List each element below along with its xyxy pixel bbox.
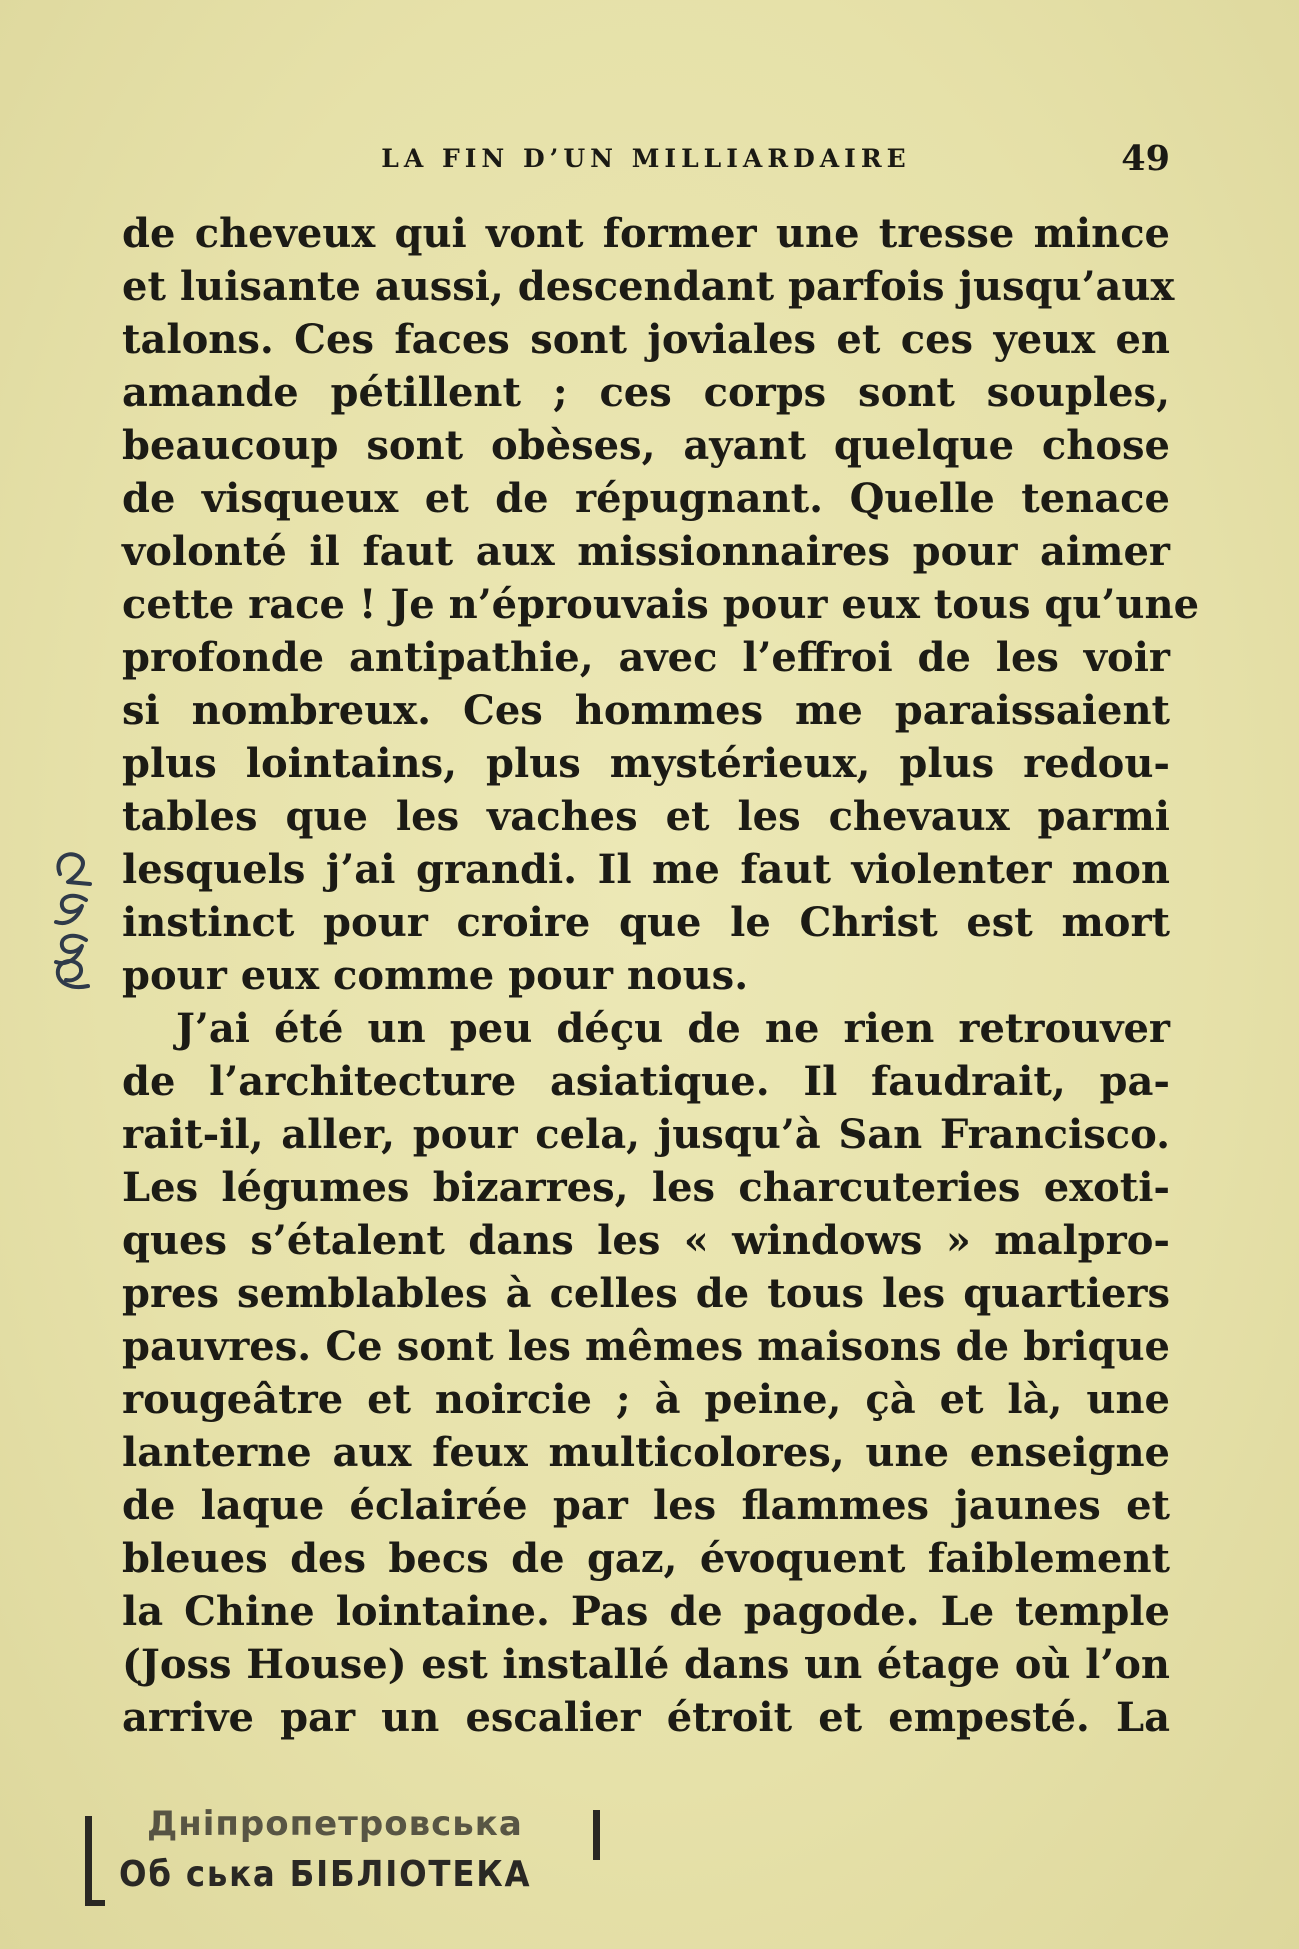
library-stamp — [85, 1800, 625, 1910]
text-line: amande pétillent ; ces corps sont souples, — [122, 369, 1170, 416]
text-line: profonde antipathie, avec l’effroi de les voir — [122, 634, 1170, 681]
text-line: de laque éclairée par les flammes jaunes et — [122, 1482, 1170, 1529]
handwritten-inventory-number — [30, 790, 100, 1000]
text-line: Les légumes bizarres, les charcuteries exoti- — [122, 1164, 1170, 1211]
text-line: (Joss House) est installé dans un étage où l’on — [122, 1641, 1170, 1688]
stamp-bracket-foot — [85, 1900, 105, 1906]
text-line: la Chine lointaine. Pas de pagode. Le temple — [122, 1588, 1170, 1635]
text-line: lanterne aux feux multicolores, une enseigne — [122, 1429, 1170, 1476]
stamp-line-1: Дніпропетровська — [147, 1804, 523, 1844]
text-line: arrive par un escalier étroit et empesté. La — [122, 1694, 1170, 1741]
stamp-bracket-left — [85, 1816, 92, 1906]
running-header — [122, 138, 1170, 182]
text-line: de visqueux et de répugnant. Quelle tenace — [122, 475, 1170, 522]
paragraph-first-line: J’ai été un peu déçu de ne rien retrouver — [176, 1005, 1170, 1052]
body-text — [122, 207, 1200, 1744]
text-line: si nombreux. Ces hommes me paraissaient — [122, 687, 1170, 734]
stamp-line-2: Об ська БІБЛІОТЕКА — [119, 1854, 532, 1895]
text-line: plus lointains, plus mystérieux, plus redou- — [122, 740, 1170, 787]
text-line: et luisante aussi, descendant parfois jusqu’aux — [122, 263, 1175, 310]
text-line: de cheveux qui vont former une tresse mince — [122, 210, 1170, 257]
text-line: beaucoup sont obèses, ayant quelque chose — [122, 422, 1170, 469]
text-line: rougeâtre et noircie ; à peine, çà et là, une — [122, 1376, 1170, 1423]
running-title: LA FIN D’UN MILLIARDAIRE — [381, 144, 911, 173]
text-line: pres semblables à celles de tous les quartiers — [122, 1270, 1170, 1317]
text-line: bleues des becs de gaz, évoquent faiblement — [122, 1535, 1170, 1582]
text-line: talons. Ces faces sont joviales et ces yeux en — [122, 316, 1170, 363]
text-line: ques s’étalent dans les « windows » malpro- — [122, 1217, 1170, 1264]
text-line: tables que les vaches et les chevaux parmi — [122, 793, 1170, 840]
page-number: 49 — [1121, 138, 1170, 179]
text-line: cette race ! Je n’éprouvais pour eux tous qu’une — [122, 581, 1200, 628]
text-line: instinct pour croire que le Christ est mort — [122, 899, 1170, 946]
text-line: rait-il, aller, pour cela, jusqu’à San Francisco. — [122, 1111, 1170, 1158]
text-line: pour eux comme pour nous. — [122, 952, 749, 999]
text-line: volonté il faut aux missionnaires pour aimer — [122, 528, 1170, 575]
text-line: de l’architecture asiatique. Il faudrait, pa- — [122, 1058, 1170, 1105]
text-line: pauvres. Ce sont les mêmes maisons de brique — [122, 1323, 1170, 1370]
text-line: lesquels j’ai grandi. Il me faut violenter mon — [122, 846, 1170, 893]
stamp-bracket-right — [593, 1810, 600, 1860]
